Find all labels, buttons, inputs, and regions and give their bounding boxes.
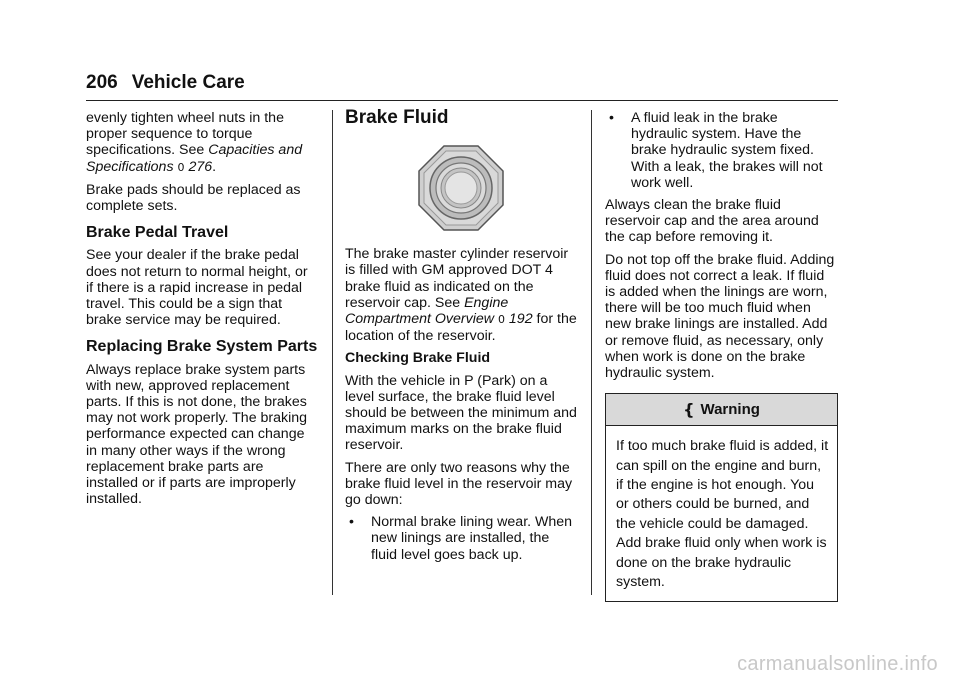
list-item	[345, 514, 577, 563]
page-header	[86, 72, 245, 94]
column-divider-left	[332, 110, 333, 595]
replacing-parts-paragraph: Always replace brake system parts with new, approved replacement parts. If this is not done, the brakes may not work properly. The braking performance expected can change in many other ways if the wrong replacement brake parts are installed or if parts are improperly installed.	[86, 361, 308, 508]
page-ref-number[interactable]: 276	[188, 158, 213, 175]
replacing-parts-heading: Replacing Brake System Parts	[86, 338, 318, 356]
clean-cap-paragraph: Always clean the brake fluid reservoir cap and the area around the cap before removing it.	[605, 197, 819, 246]
top-off-paragraph: Do not top off the brake fluid. Adding fluid does not correct a leak. If fluid is added when the linings are worn, there will be too much fluid when new brake linings are installed. Add or remove fluid, as necessary, only when work is done on the brake hydraulic system.	[605, 251, 835, 382]
reasons-paragraph: There are only two reasons why the brake fluid level in the reservoir may go down:	[345, 459, 573, 509]
page-ref-arrow-icon: 0	[497, 313, 505, 327]
capacities-link[interactable]: Capacities and Specifications	[86, 142, 303, 175]
column-left	[86, 110, 318, 513]
section-title: Vehicle Care	[131, 72, 245, 93]
brake-fluid-heading: Brake Fluid	[345, 107, 449, 128]
wheel-nuts-paragraph: evenly tighten wheel nuts in the proper sequence to torque specifications. See Capacities and Specifications 0 276.	[86, 110, 303, 175]
column-middle	[345, 107, 577, 569]
warning-title: Warning	[700, 400, 760, 418]
bullet-text: Normal brake lining wear. When new linings are installed, the fluid level goes back up.	[371, 514, 573, 563]
bullet-icon: •	[609, 110, 614, 126]
watermark: carmanualsonline.info	[737, 653, 938, 675]
warning-box	[605, 393, 838, 601]
header-rule	[86, 100, 838, 101]
column-right	[605, 110, 838, 602]
warning-header	[606, 394, 837, 426]
engine-compartment-link[interactable]: Engine Compartment Overview	[345, 294, 509, 328]
brake-pedal-travel-heading: Brake Pedal Travel	[86, 224, 229, 242]
brake-fluid-reservoir-cap-icon	[417, 144, 505, 232]
bullet-text: A fluid leak in the brake hydraulic system. Have the brake hydraulic system fixed. With a leak, the brakes will not work well.	[631, 110, 823, 191]
reservoir-paragraph: The brake master cylinder reservoir is filled with GM approved DOT 4 brake fluid as indicated on the reservoir cap. See Engine Compartment Overview 0 192 for the location of the reservoir.	[345, 246, 577, 345]
page-ref-number[interactable]: 192	[508, 311, 533, 328]
checking-brake-fluid-heading: Checking Brake Fluid	[345, 350, 491, 367]
warning-text: If too much brake fluid is added, it can spill on the engine and burn, if the engine is hot enough. You or others could be burned, and the vehicle could be damaged. Add brake fluid only when work is done on the brake hydraulic system.	[616, 438, 829, 591]
warning-icon: {	[683, 399, 695, 419]
brake-pedal-travel-paragraph: See your dealer if the brake pedal does not return to normal height, or if there is a rapid increase in pedal travel. This could be a sign that brake service may be required.	[86, 247, 308, 329]
brake-pads-paragraph: Brake pads should be replaced as complete sets.	[86, 181, 301, 215]
column-divider-right	[591, 110, 592, 595]
page-number: 206	[86, 72, 118, 93]
bullet-icon: •	[349, 514, 354, 531]
checking-paragraph: With the vehicle in P (Park) on a level surface, the brake fluid level should be between the minimum and maximum marks on the brake fluid reservoir.	[345, 372, 577, 454]
page-ref-arrow-icon: 0	[177, 160, 185, 174]
list-item	[605, 110, 838, 191]
